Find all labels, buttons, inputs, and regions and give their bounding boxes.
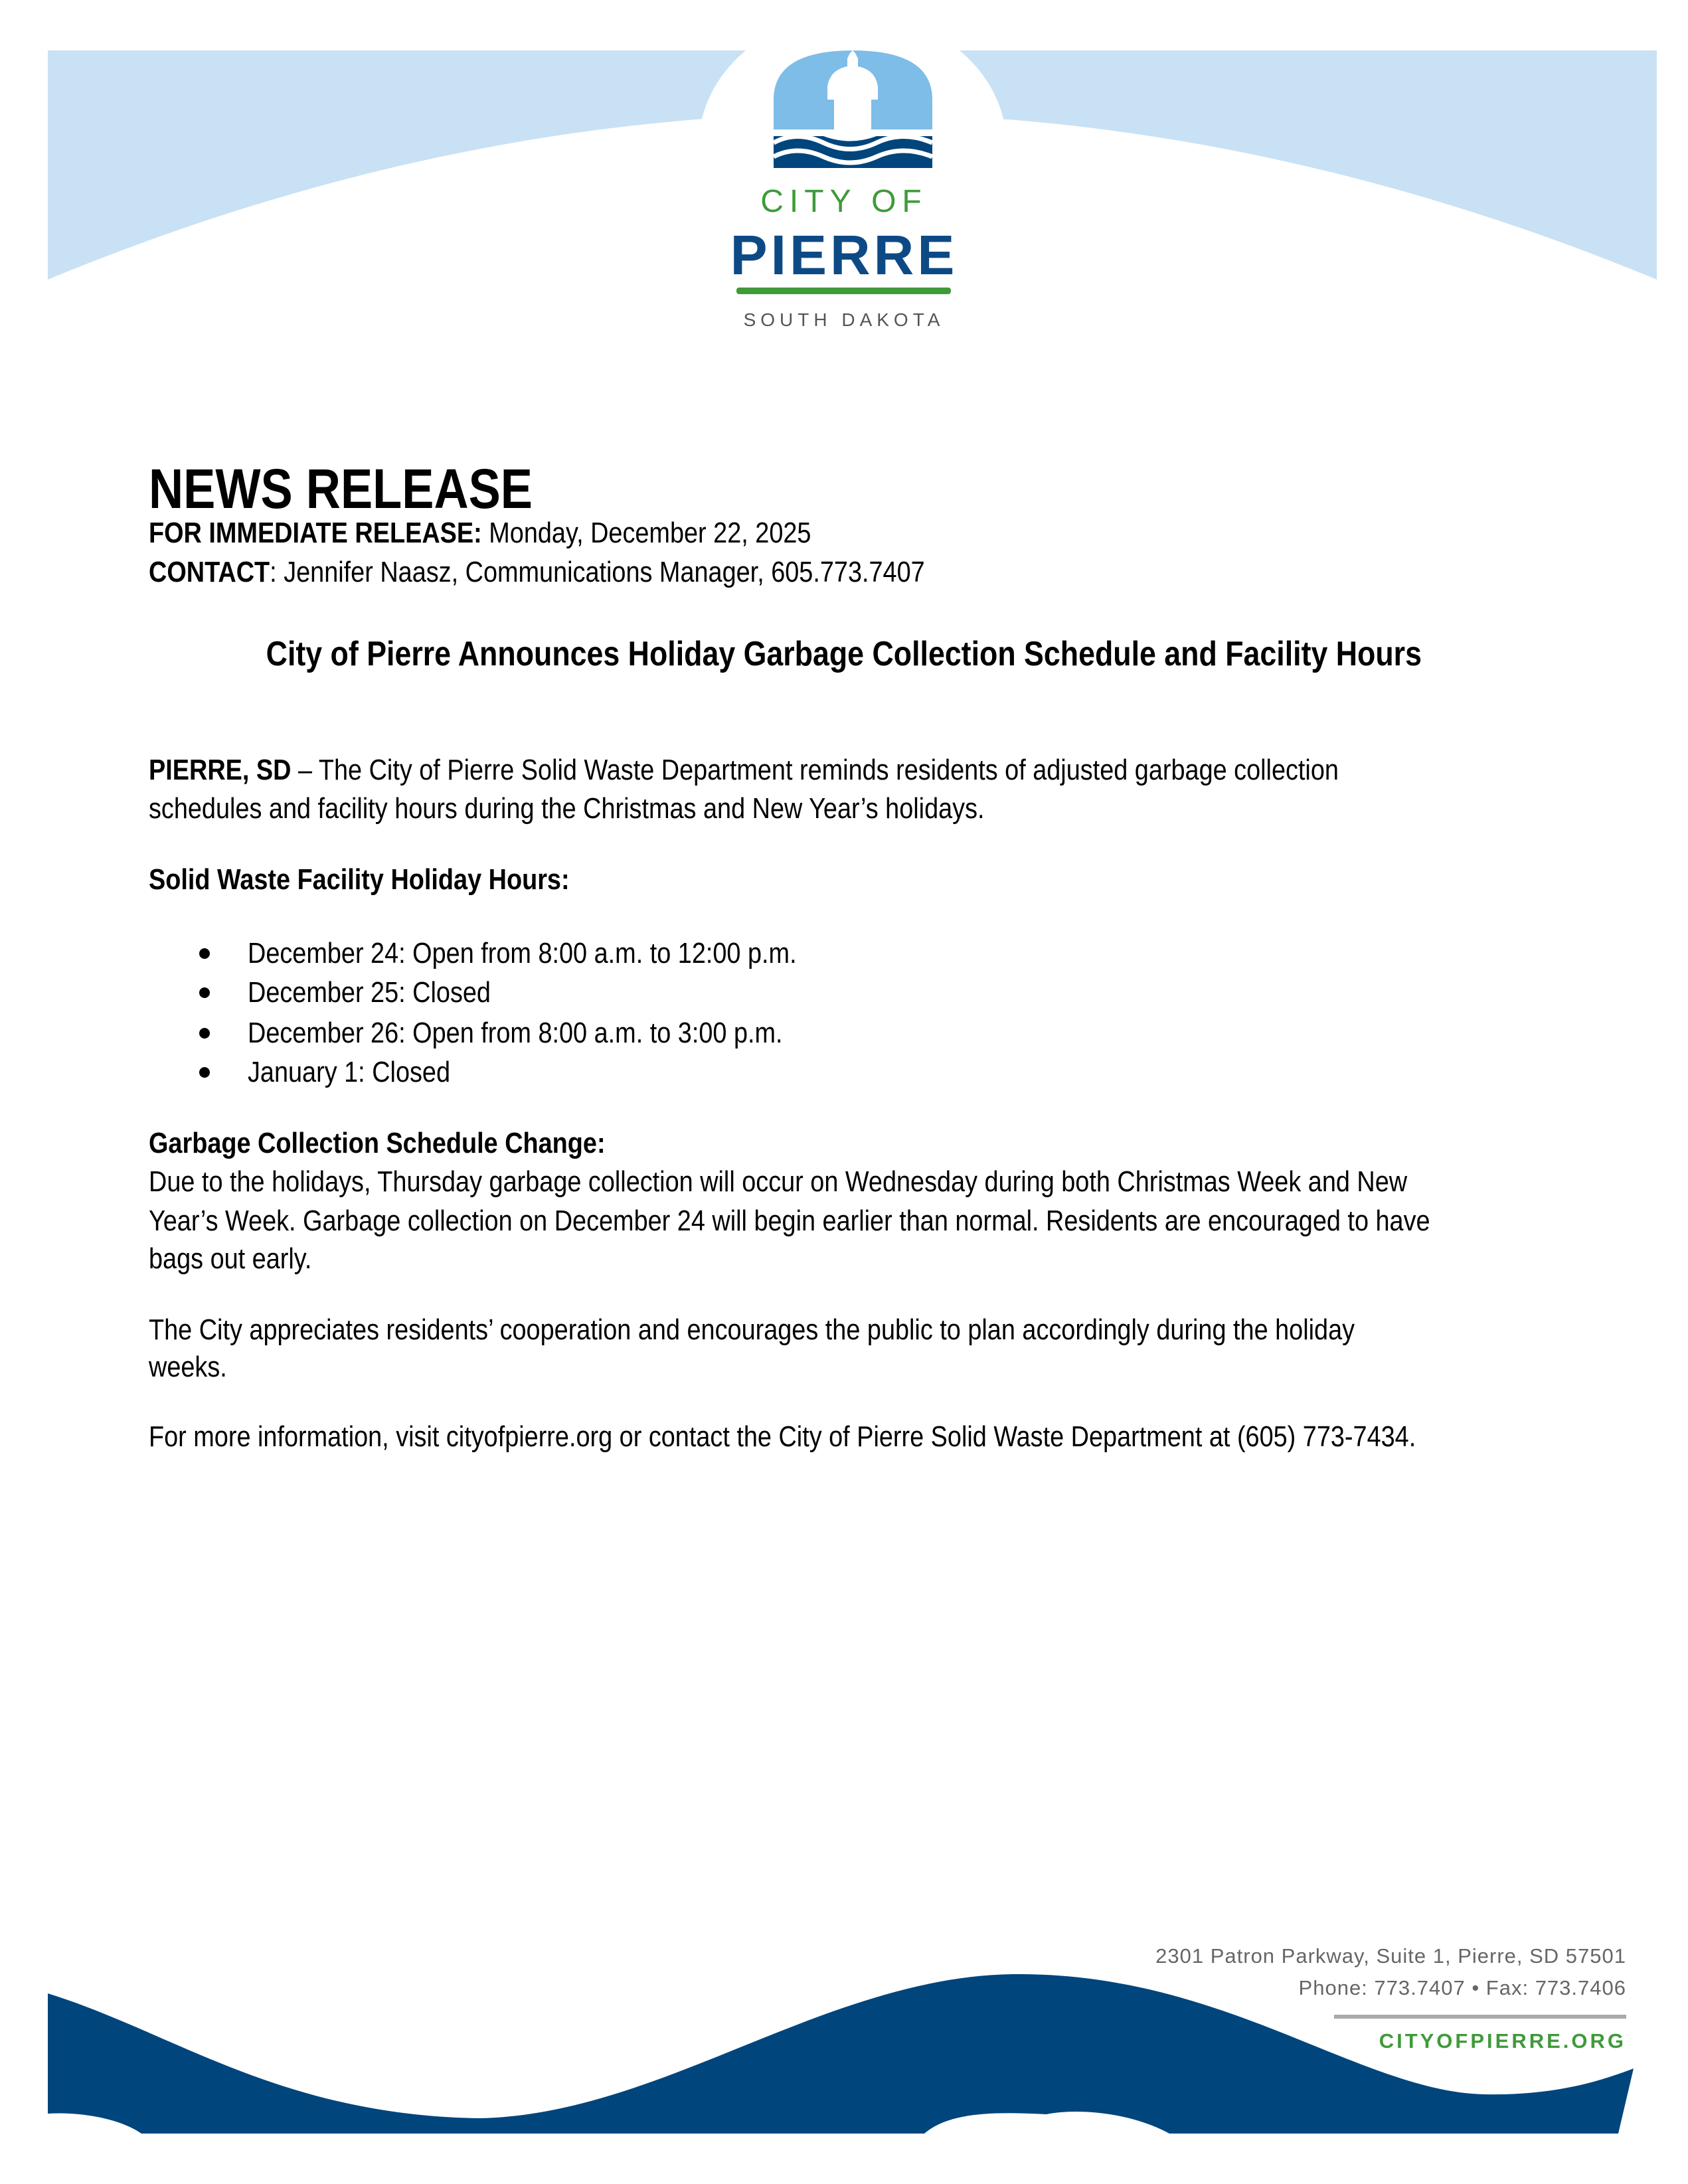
bullet-icon [199,948,210,959]
facility-hours-heading: Solid Waste Facility Holiday Hours: [149,863,570,896]
facility-hours-item: January 1: Closed [248,1056,451,1088]
logo-state: SOUTH DAKOTA [743,309,945,330]
bullet-icon [199,987,210,998]
footer-website-link[interactable]: CITYOFPIERRE.ORG [1379,2029,1626,2053]
logo-green-bar [736,288,951,294]
release-line [149,517,811,550]
more-info: For more information, visit cityofpierre.org or contact the City of Pierre Solid Waste Department at (605) 773-7434. [149,1420,1416,1453]
collection-line: bags out early. [149,1242,312,1275]
facility-hours-item: December 24: Open from 8:00 a.m. to 12:00 p.m. [248,937,797,969]
logo-pierre: PIERRE [730,224,958,286]
bullet-icon [199,1028,210,1039]
dateline: PIERRE, SD [149,754,292,786]
river-waves-icon [774,131,932,169]
bullet-icon [199,1067,210,1078]
facility-hours-item: December 26: Open from 8:00 a.m. to 3:00 p.m. [248,1017,783,1049]
headline-text: City of Pierre Announces Holiday Garbage Collection Schedule and Facility Hours [266,635,1422,673]
collection-line: Due to the holidays, Thursday garbage collection will occur on Wednesday during both Christmas Week and New [149,1165,1408,1198]
contact-label: CONTACT [149,556,270,588]
contact-value: : Jennifer Naasz, Communications Manager, 605.773.7407 [270,556,925,588]
contact-line [149,556,925,589]
capitol-dome-icon [774,50,932,129]
footer-divider [1334,2015,1626,2019]
page-title: NEWS RELEASE [149,458,533,520]
closing-line: The City appreciates residents’ cooperation and encourages the public to plan accordingly during the holiday [149,1313,1355,1346]
closing-line: weeks. [149,1351,227,1383]
footer-address: 2301 Patron Parkway, Suite 1, Pierre, SD 57501 [1155,1944,1626,1968]
intro-line-2: schedules and facility hours during the Christmas and New Year’s holidays. [149,792,985,825]
headline [0,634,1688,674]
intro-text-1: – The City of Pierre Solid Waste Department reminds residents of adjusted garbage collection [291,754,1339,786]
footer-phone: Phone: 773.7407 • Fax: 773.7406 [1298,1976,1626,1999]
facility-hours-item: December 25: Closed [248,976,491,1009]
collection-line: Year’s Week. Garbage collection on December 24 will begin earlier than normal. Residents are encouraged to have [149,1205,1430,1237]
intro-line-1 [149,754,1339,787]
collection-heading: Garbage Collection Schedule Change: [149,1127,606,1159]
release-label: FOR IMMEDIATE RELEASE: [149,517,482,549]
logo-city-of: CITY OF [760,184,928,219]
release-date: Monday, December 22, 2025 [481,517,811,549]
